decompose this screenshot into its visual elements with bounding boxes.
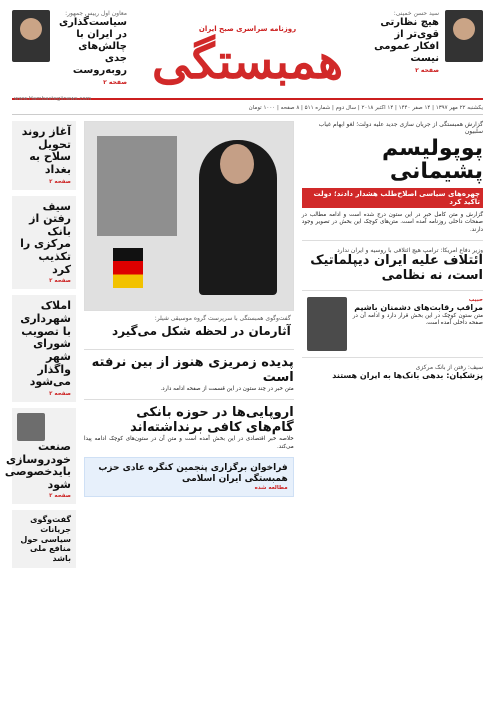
lead-subtitle: چهره‌های سیاسی اصلاح‌طلب هشدار دادند؛ دولت تاکید کرد [302,188,483,208]
bottom-left-story[interactable] [12,510,76,568]
masthead-left-kicker: معاون اول رییس جمهور: [65,10,127,17]
lead-title: پوپولیسم پشیمانی [382,136,483,185]
third-body: خلاصه خبر اقتصادی در این بخش آمده است و متن آن در ستون‌های کوچک ادامه پیدا می‌کند. [84,436,294,450]
face-image [220,144,254,184]
secondary-story[interactable] [84,356,294,393]
second-title: ائتلاف علیه ایران دیپلماتیک است، نه نظامی [310,253,483,284]
divider [302,240,483,241]
left-story-3[interactable] [12,295,76,401]
second-kicker: وزیر دفاع امریکا: ترامپ هیچ ائتلافی با روسیه و ایران ندارد [336,247,483,255]
masthead-right-story[interactable] [368,10,483,78]
masthead [12,10,483,100]
logo-tagline: روزنامه سراسری صبح ایران [198,25,297,33]
masthead-left-title: سیاست‌گذاری در ایران با چالش‌های جدی روبه‌روست [58,17,127,77]
masthead-right-title: هیچ نظارتی قوی‌تر از افکار عمومی نیست [374,17,439,65]
hero-photo[interactable] [84,121,294,311]
masthead-left-story[interactable] [12,10,127,87]
divider [302,357,483,358]
lead-story[interactable] [302,121,483,212]
flag-image [113,248,143,288]
notice-more: مطالعه شده [254,484,288,491]
newspaper-logo[interactable] [127,10,368,88]
second-story[interactable] [302,247,483,284]
left-column [4,121,76,574]
hero-title: آثارمان در لحظه شکل می‌گیرد [112,324,291,339]
left-title-4: صنعت خودروسازی بایدخصوصی شود [4,439,71,491]
masthead-right-kicker: سید حسن خمینی: [393,10,439,17]
person-photo [12,10,50,62]
dateline: یکشنبه ۲۲ مهر ۱۳۹۷ | ۱۴ صفر ۱۴۴۰ | ۱۴ اکتبر ۲۰۱۸ | سال دوم | شماره ۵۱۱ | ۸ صفحه | ۱۰۰۰ تومان [12,105,483,115]
right-column [302,121,483,574]
left-story-1[interactable] [12,121,76,190]
profile-title: مراقب رقابت‌های دشمنان باشیم [354,303,483,313]
logo-text: همبستگی [151,34,344,90]
third-title: اروپایی‌ها در حوزه بانکی گام‌های کافی برنداشته‌اند [130,405,294,436]
left-title-3: املاک شهرداری با تصویب شورای شهر واگذار می‌شود [20,299,71,389]
left-more-2: صفحه ۲ [49,278,71,285]
profile-story[interactable] [302,297,483,351]
front-page-grid [4,121,483,574]
third-right-kicker: سیف: رفتن از بانک مرکزی [415,364,483,372]
bottom-grid [84,457,294,497]
profile-tag: حبیب [468,297,483,304]
left-more-3: صفحه ۲ [49,390,71,397]
secondary-body: متن خبر در چند ستون در این قسمت از صفحه ادامه دارد. [160,385,294,392]
third-story[interactable] [84,406,294,451]
profile-body: متن ستون کوچک در این بخش قرار دارد و ادامه آن در صفحه داخلی آمده است. [352,312,483,327]
divider [84,399,294,400]
left-story-2[interactable] [12,196,76,290]
center-column [84,121,294,574]
left-title-1: آغاز روند تحویل سلاح به بغداد [21,125,71,176]
person-thumbnail [17,413,45,441]
masthead-right-more: صفحه ۲ [415,67,439,75]
third-right-title: پزشکیان: بدهی بانک‌ها به ایران هستند [332,371,483,381]
left-more-4: صفحه ۲ [49,493,71,500]
hero-caption[interactable] [84,311,294,343]
notice-title: فراخوان برگزاری پنجمین کنگره عادی حزب همبستگی ایران اسلامی [98,463,288,485]
left-story-4[interactable] [4,408,76,505]
poster-image [97,136,177,236]
secondary-title: پدیده زمریزی هنوز از بین نرفته است [91,354,294,385]
bottom-left-title: گفت‌وگوی جریانات سیاسی حول منافع ملی باشد [20,515,71,563]
notice-box[interactable] [84,457,294,497]
profile-photo [307,297,347,351]
person-photo [445,10,483,62]
left-title-2: سیف رفتن از بانک مرکزی را تکذیب کرد [20,199,71,276]
third-right-story[interactable] [302,364,483,381]
lead-body: گزارش و متن کامل خبر در این ستون درج شده است و ادامه مطالب در صفحات داخلی روزنامه آمده است. متن‌های کوچک این بخش در تصویر وجود دارند. [301,211,483,233]
website-url[interactable]: www.Hambastegiinews.com [14,96,92,102]
hero-kicker: گفت‌وگوی همبستگی با سرپرست گروه موسیقی شیلر: [154,315,291,322]
lead-kicker: گزارش همبستگی از جریان سازی جدید علیه دولت؛ لغو ابهام غیاب سلبیون [318,121,483,136]
divider [84,349,294,350]
masthead-left-more: صفحه ۲ [103,79,127,87]
left-more-1: صفحه ۲ [49,178,71,185]
divider [302,290,483,291]
